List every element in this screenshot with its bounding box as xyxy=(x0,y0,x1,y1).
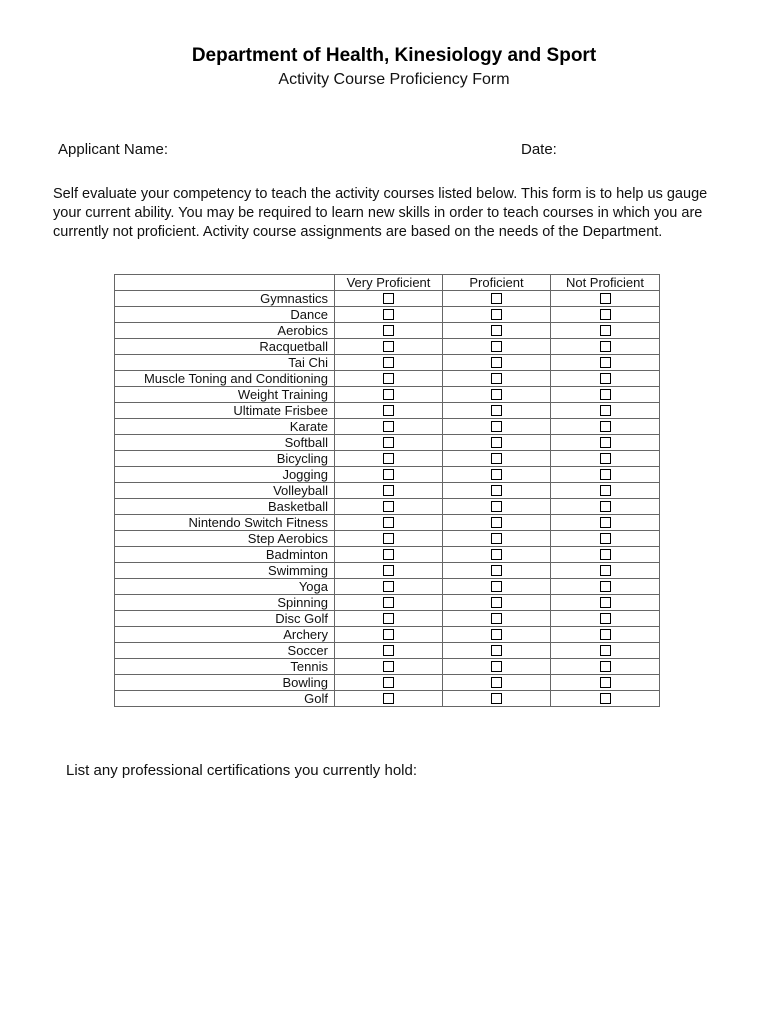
table-row xyxy=(115,291,660,307)
very-proficient-checkbox[interactable] xyxy=(383,293,394,304)
table-row xyxy=(115,595,660,611)
certifications-label: List any professional certifications you currently hold: xyxy=(66,762,418,779)
activity-name: Jogging xyxy=(115,467,335,483)
activity-name: Swimming xyxy=(115,563,335,579)
proficient-checkbox[interactable] xyxy=(491,533,502,544)
cell-very-proficient xyxy=(335,355,443,371)
cell-very-proficient xyxy=(335,371,443,387)
cell-proficient xyxy=(443,323,551,339)
cell-proficient xyxy=(443,355,551,371)
not-proficient-checkbox[interactable] xyxy=(600,293,611,304)
proficient-checkbox[interactable] xyxy=(491,517,502,528)
very-proficient-checkbox[interactable] xyxy=(383,469,394,480)
activity-name: Racquetball xyxy=(115,339,335,355)
table-row xyxy=(115,643,660,659)
cell-very-proficient xyxy=(335,291,443,307)
very-proficient-checkbox[interactable] xyxy=(383,629,394,640)
not-proficient-checkbox[interactable] xyxy=(600,341,611,352)
very-proficient-checkbox[interactable] xyxy=(383,389,394,400)
proficient-checkbox[interactable] xyxy=(491,389,502,400)
cell-very-proficient xyxy=(335,339,443,355)
cell-very-proficient xyxy=(335,611,443,627)
table-row xyxy=(115,355,660,371)
activity-name: Aerobics xyxy=(115,323,335,339)
very-proficient-checkbox[interactable] xyxy=(383,405,394,416)
column-header-proficient: Proficient xyxy=(443,275,551,291)
cell-very-proficient xyxy=(335,563,443,579)
proficient-checkbox[interactable] xyxy=(491,325,502,336)
not-proficient-checkbox[interactable] xyxy=(600,309,611,320)
very-proficient-checkbox[interactable] xyxy=(383,677,394,688)
not-proficient-checkbox[interactable] xyxy=(600,325,611,336)
very-proficient-checkbox[interactable] xyxy=(383,533,394,544)
cell-proficient xyxy=(443,595,551,611)
table-row xyxy=(115,499,660,515)
proficient-checkbox[interactable] xyxy=(491,293,502,304)
cell-proficient xyxy=(443,499,551,515)
cell-not-proficient xyxy=(551,643,660,659)
not-proficient-checkbox[interactable] xyxy=(600,565,611,576)
cell-very-proficient xyxy=(335,579,443,595)
table-row xyxy=(115,627,660,643)
activity-rows xyxy=(115,291,660,707)
not-proficient-checkbox[interactable] xyxy=(600,693,611,704)
cell-proficient xyxy=(443,515,551,531)
proficient-checkbox[interactable] xyxy=(491,661,502,672)
activity-name: Disc Golf xyxy=(115,611,335,627)
not-proficient-checkbox[interactable] xyxy=(600,597,611,608)
cell-proficient xyxy=(443,419,551,435)
cell-very-proficient xyxy=(335,467,443,483)
very-proficient-checkbox[interactable] xyxy=(383,309,394,320)
very-proficient-checkbox[interactable] xyxy=(383,517,394,528)
table-row xyxy=(115,547,660,563)
table-row xyxy=(115,419,660,435)
not-proficient-checkbox[interactable] xyxy=(600,677,611,688)
table-row xyxy=(115,339,660,355)
cell-not-proficient xyxy=(551,531,660,547)
activity-name: Volleyball xyxy=(115,483,335,499)
activity-column-header xyxy=(115,275,335,291)
table-row xyxy=(115,387,660,403)
cell-very-proficient xyxy=(335,387,443,403)
table-row xyxy=(115,483,660,499)
cell-very-proficient xyxy=(335,675,443,691)
proficient-checkbox[interactable] xyxy=(491,469,502,480)
table-row xyxy=(115,435,660,451)
cell-very-proficient xyxy=(335,419,443,435)
cell-not-proficient xyxy=(551,371,660,387)
very-proficient-checkbox[interactable] xyxy=(383,357,394,368)
very-proficient-checkbox[interactable] xyxy=(383,565,394,576)
very-proficient-checkbox[interactable] xyxy=(383,485,394,496)
cell-not-proficient xyxy=(551,483,660,499)
cell-very-proficient xyxy=(335,515,443,531)
very-proficient-checkbox[interactable] xyxy=(383,341,394,352)
column-header-not-proficient: Not Proficient xyxy=(551,275,660,291)
table-row xyxy=(115,323,660,339)
activity-name: Dance xyxy=(115,307,335,323)
cell-proficient xyxy=(443,531,551,547)
very-proficient-checkbox[interactable] xyxy=(383,453,394,464)
activity-name: Muscle Toning and Conditioning xyxy=(115,371,335,387)
very-proficient-checkbox[interactable] xyxy=(383,581,394,592)
cell-very-proficient xyxy=(335,659,443,675)
cell-proficient xyxy=(443,403,551,419)
activity-name: Archery xyxy=(115,627,335,643)
table-row xyxy=(115,659,660,675)
very-proficient-checkbox[interactable] xyxy=(383,325,394,336)
cell-very-proficient xyxy=(335,627,443,643)
activity-name: Bowling xyxy=(115,675,335,691)
proficient-checkbox[interactable] xyxy=(491,501,502,512)
proficient-checkbox[interactable] xyxy=(491,437,502,448)
cell-not-proficient xyxy=(551,515,660,531)
proficient-checkbox[interactable] xyxy=(491,645,502,656)
cell-not-proficient xyxy=(551,547,660,563)
date-label: Date: xyxy=(521,141,557,158)
not-proficient-checkbox[interactable] xyxy=(600,533,611,544)
cell-not-proficient xyxy=(551,451,660,467)
not-proficient-checkbox[interactable] xyxy=(600,357,611,368)
cell-not-proficient xyxy=(551,579,660,595)
cell-proficient xyxy=(443,339,551,355)
cell-very-proficient xyxy=(335,483,443,499)
cell-not-proficient xyxy=(551,467,660,483)
cell-not-proficient xyxy=(551,419,660,435)
cell-not-proficient xyxy=(551,403,660,419)
cell-very-proficient xyxy=(335,451,443,467)
proficient-checkbox[interactable] xyxy=(491,421,502,432)
activity-name: Spinning xyxy=(115,595,335,611)
cell-proficient xyxy=(443,483,551,499)
not-proficient-checkbox[interactable] xyxy=(600,389,611,400)
not-proficient-checkbox[interactable] xyxy=(600,645,611,656)
column-header-very-proficient: Very Proficient xyxy=(335,275,443,291)
proficient-checkbox[interactable] xyxy=(491,549,502,560)
cell-proficient xyxy=(443,691,551,707)
cell-not-proficient xyxy=(551,659,660,675)
instructions-paragraph: Self evaluate your competency to teach the activity courses listed below. This form is to help us gauge your current ability. You may be required to learn new skills in order to teach courses in which you are currently not proficient. Activity course assignments are based on the needs of the Department. xyxy=(53,186,708,240)
applicant-name-label: Applicant Name: xyxy=(58,141,169,158)
cell-proficient xyxy=(443,467,551,483)
cell-not-proficient xyxy=(551,435,660,451)
activity-name: Badminton xyxy=(115,547,335,563)
cell-not-proficient xyxy=(551,611,660,627)
not-proficient-checkbox[interactable] xyxy=(600,517,611,528)
activity-name: Karate xyxy=(115,419,335,435)
proficient-checkbox[interactable] xyxy=(491,485,502,496)
cell-not-proficient xyxy=(551,595,660,611)
activity-name: Nintendo Switch Fitness xyxy=(115,515,335,531)
cell-proficient xyxy=(443,451,551,467)
activity-name: Soccer xyxy=(115,643,335,659)
activity-name: Weight Training xyxy=(115,387,335,403)
table-row xyxy=(115,675,660,691)
cell-proficient xyxy=(443,387,551,403)
cell-very-proficient xyxy=(335,691,443,707)
cell-not-proficient xyxy=(551,563,660,579)
table-row xyxy=(115,371,660,387)
cell-proficient xyxy=(443,435,551,451)
very-proficient-checkbox[interactable] xyxy=(383,661,394,672)
table-row xyxy=(115,451,660,467)
not-proficient-checkbox[interactable] xyxy=(600,661,611,672)
table-row xyxy=(115,467,660,483)
activity-name: Softball xyxy=(115,435,335,451)
not-proficient-checkbox[interactable] xyxy=(600,437,611,448)
very-proficient-checkbox[interactable] xyxy=(383,437,394,448)
not-proficient-checkbox[interactable] xyxy=(600,373,611,384)
very-proficient-checkbox[interactable] xyxy=(383,693,394,704)
proficient-checkbox[interactable] xyxy=(491,309,502,320)
cell-very-proficient xyxy=(335,403,443,419)
proficient-checkbox[interactable] xyxy=(491,693,502,704)
very-proficient-checkbox[interactable] xyxy=(383,421,394,432)
activity-name: Golf xyxy=(115,691,335,707)
form-subtitle: Activity Course Proficiency Form xyxy=(278,71,510,88)
table-row xyxy=(115,307,660,323)
page-title: Department of Health, Kinesiology and Sport xyxy=(191,45,597,66)
proficient-checkbox[interactable] xyxy=(491,581,502,592)
cell-proficient xyxy=(443,563,551,579)
very-proficient-checkbox[interactable] xyxy=(383,501,394,512)
cell-not-proficient xyxy=(551,627,660,643)
table-row xyxy=(115,403,660,419)
cell-not-proficient xyxy=(551,339,660,355)
cell-proficient xyxy=(443,371,551,387)
not-proficient-checkbox[interactable] xyxy=(600,421,611,432)
not-proficient-checkbox[interactable] xyxy=(600,549,611,560)
proficient-checkbox[interactable] xyxy=(491,405,502,416)
table-row xyxy=(115,531,660,547)
very-proficient-checkbox[interactable] xyxy=(383,549,394,560)
table-row xyxy=(115,515,660,531)
not-proficient-checkbox[interactable] xyxy=(600,469,611,480)
cell-not-proficient xyxy=(551,691,660,707)
cell-proficient xyxy=(443,659,551,675)
very-proficient-checkbox[interactable] xyxy=(383,613,394,624)
cell-proficient xyxy=(443,675,551,691)
not-proficient-checkbox[interactable] xyxy=(600,581,611,592)
proficient-checkbox[interactable] xyxy=(491,373,502,384)
cell-proficient xyxy=(443,547,551,563)
not-proficient-checkbox[interactable] xyxy=(600,453,611,464)
proficient-checkbox[interactable] xyxy=(491,341,502,352)
table-row xyxy=(115,579,660,595)
cell-very-proficient xyxy=(335,595,443,611)
activity-name: Gymnastics xyxy=(115,291,335,307)
activity-name: Ultimate Frisbee xyxy=(115,403,335,419)
cell-proficient xyxy=(443,611,551,627)
proficient-checkbox[interactable] xyxy=(491,565,502,576)
table-header-row xyxy=(115,275,660,291)
cell-not-proficient xyxy=(551,355,660,371)
cell-proficient xyxy=(443,627,551,643)
cell-not-proficient xyxy=(551,291,660,307)
not-proficient-checkbox[interactable] xyxy=(600,501,611,512)
proficient-checkbox[interactable] xyxy=(491,613,502,624)
proficient-checkbox[interactable] xyxy=(491,629,502,640)
very-proficient-checkbox[interactable] xyxy=(383,373,394,384)
cell-very-proficient xyxy=(335,307,443,323)
proficiency-table xyxy=(114,274,660,707)
not-proficient-checkbox[interactable] xyxy=(600,485,611,496)
cell-not-proficient xyxy=(551,499,660,515)
cell-very-proficient xyxy=(335,435,443,451)
cell-very-proficient xyxy=(335,323,443,339)
activity-name: Tennis xyxy=(115,659,335,675)
proficient-checkbox[interactable] xyxy=(491,357,502,368)
activity-name: Step Aerobics xyxy=(115,531,335,547)
activity-name: Basketball xyxy=(115,499,335,515)
very-proficient-checkbox[interactable] xyxy=(383,645,394,656)
table-row xyxy=(115,563,660,579)
cell-proficient xyxy=(443,307,551,323)
not-proficient-checkbox[interactable] xyxy=(600,629,611,640)
cell-not-proficient xyxy=(551,387,660,403)
cell-proficient xyxy=(443,643,551,659)
very-proficient-checkbox[interactable] xyxy=(383,597,394,608)
activity-name: Tai Chi xyxy=(115,355,335,371)
activity-name: Yoga xyxy=(115,579,335,595)
cell-very-proficient xyxy=(335,547,443,563)
activity-name: Bicycling xyxy=(115,451,335,467)
cell-not-proficient xyxy=(551,307,660,323)
cell-not-proficient xyxy=(551,675,660,691)
cell-very-proficient xyxy=(335,499,443,515)
table-row xyxy=(115,611,660,627)
cell-very-proficient xyxy=(335,531,443,547)
proficient-checkbox[interactable] xyxy=(491,597,502,608)
not-proficient-checkbox[interactable] xyxy=(600,613,611,624)
cell-very-proficient xyxy=(335,643,443,659)
cell-proficient xyxy=(443,579,551,595)
not-proficient-checkbox[interactable] xyxy=(600,405,611,416)
cell-proficient xyxy=(443,291,551,307)
table-row xyxy=(115,691,660,707)
proficient-checkbox[interactable] xyxy=(491,453,502,464)
proficient-checkbox[interactable] xyxy=(491,677,502,688)
cell-not-proficient xyxy=(551,323,660,339)
